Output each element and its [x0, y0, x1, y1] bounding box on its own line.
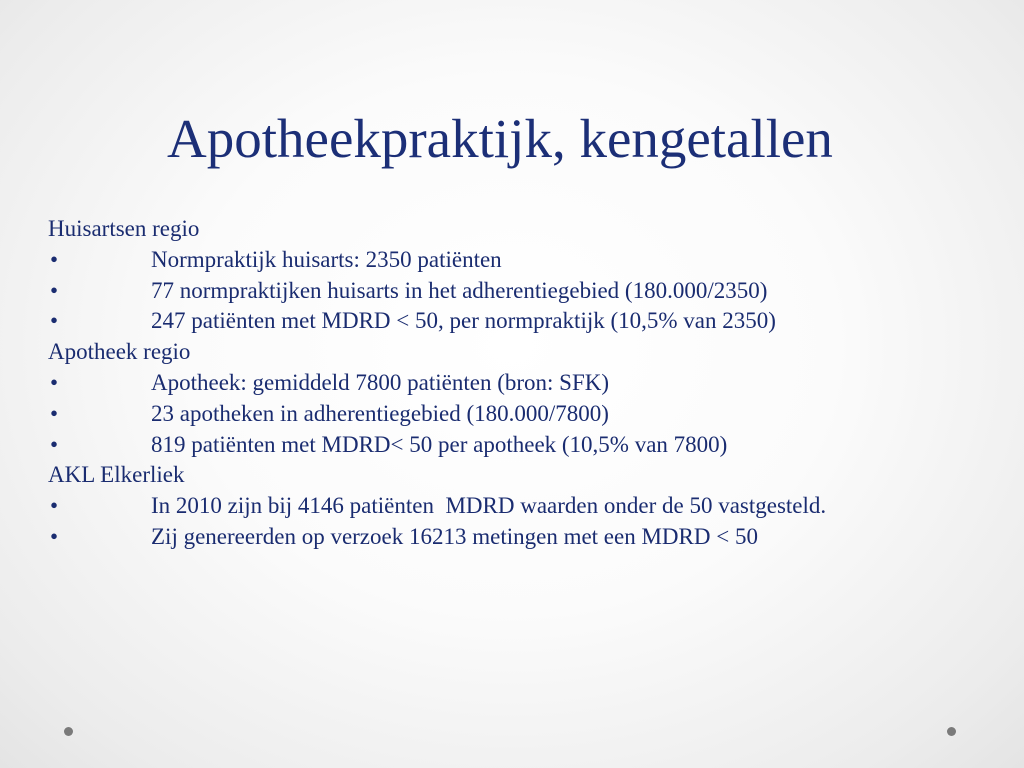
bullet-text: Apotheek: gemiddeld 7800 patiënten (bron: SFK) — [151, 369, 610, 395]
bullet-icon: • — [50, 431, 59, 457]
decor-dot-left-icon — [64, 727, 73, 736]
bullet-text: 77 normpraktijken huisarts in het adherentiegebied (180.000/2350) — [151, 277, 768, 303]
decor-dot-right-icon — [947, 727, 956, 736]
bullet-text: 247 patiënten met MDRD < 50, per normpraktijk (10,5% van 2350) — [151, 308, 776, 334]
bullet-icon: • — [50, 246, 59, 272]
bullet-icon: • — [50, 493, 59, 519]
slide-content — [48, 214, 1008, 553]
bullet-item — [48, 276, 1008, 307]
bullet-text: 819 patiënten met MDRD< 50 per apotheek (10,5% van 7800) — [151, 431, 728, 457]
bullet-item — [48, 399, 1008, 430]
bullet-item — [48, 430, 1008, 461]
bullet-item — [48, 522, 1008, 553]
bullet-text: Zij genereerden op verzoek 16213 metingen met een MDRD < 50 — [151, 523, 758, 549]
bullet-text: 23 apotheken in adherentiegebied (180.000/7800) — [151, 400, 609, 426]
slide-title: Apotheekpraktijk, kengetallen — [167, 108, 833, 169]
bullet-text: Normpraktijk huisarts: 2350 patiënten — [151, 246, 502, 272]
bullet-text: In 2010 zijn bij 4146 patiënten MDRD waarden onder de 50 vastgesteld. — [151, 493, 827, 519]
section-heading-apotheek: Apotheek regio — [48, 339, 191, 365]
bullet-icon: • — [50, 277, 59, 303]
bullet-icon: • — [50, 369, 59, 395]
section-heading-akl: AKL Elkerliek — [48, 462, 185, 488]
bullet-item — [48, 306, 1008, 337]
bullet-icon: • — [50, 308, 59, 334]
bullet-icon: • — [50, 400, 59, 426]
bullet-icon: • — [50, 523, 59, 549]
section-heading-huisartsen: Huisartsen regio — [48, 216, 200, 241]
bullet-item — [48, 491, 1008, 522]
bullet-item — [48, 368, 1008, 399]
bullet-item — [48, 245, 1008, 276]
